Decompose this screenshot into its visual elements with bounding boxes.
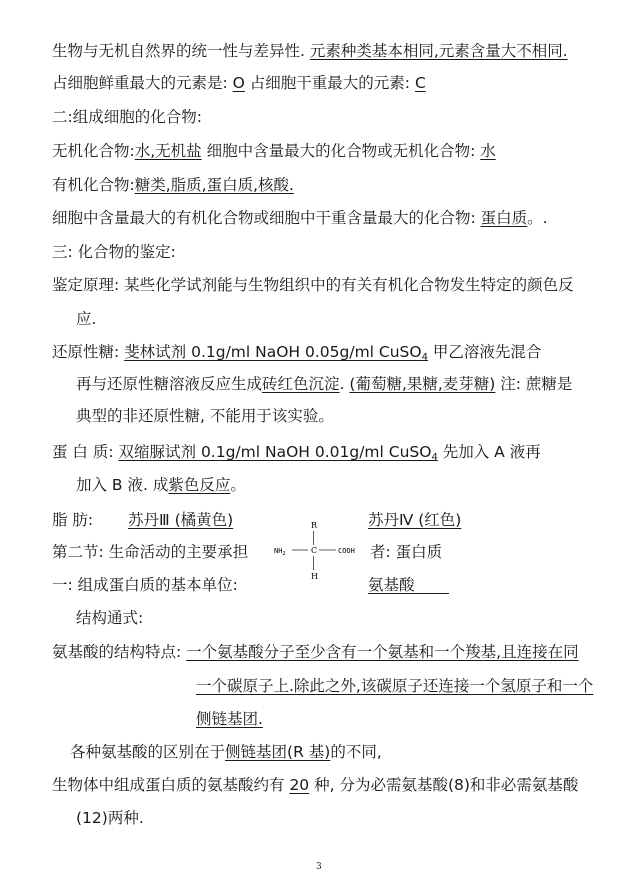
line-11: 再与还原性糖溶液反应生成砖红色沉淀. (葡萄糖,果糖,麦芽糖) 注: 蔗糖是 — [76, 375, 573, 393]
formula-nh2: $NH_2$ — [274, 547, 286, 557]
line-21: 侧链基团. — [196, 710, 263, 728]
line-8: 鉴定原理: 某些化学试剂能与生物组织中的有关有机化合物发生特定的颜色反 — [52, 276, 574, 294]
line-12: 典型的非还原性糖, 不能用于该实验。 — [76, 407, 334, 425]
line-5: 有机化合物:糖类,脂质,蛋白质,核酸. — [52, 176, 294, 194]
line-6: 细胞中含量最大的有机化合物或细胞中干重含量最大的化合物: 蛋白质。. — [52, 209, 548, 227]
formula-c: C — [311, 546, 318, 555]
line-10: 还原性糖: 斐林试剂 0.1g/ml NaOH 0.05g/ml CuSO$_4$ 甲乙溶液先混合 — [52, 343, 542, 363]
line-17-left: 一: 组成蛋白质的基本单位: — [52, 576, 238, 594]
formula-r: R — [311, 521, 318, 530]
line-4: 无机化合物:水,无机盐 细胞中含量最大的化合物或无机化合物: 水 — [52, 142, 496, 160]
section-heading-3: 三: 化合物的鉴定: — [52, 243, 176, 261]
amino-acid-formula — [266, 520, 366, 582]
line-23: 生物体中组成蛋白质的氨基酸约有 20 种, 分为必需氨基酸(8)和非必需氨基酸 — [52, 776, 579, 794]
sudan-iii: 苏丹Ⅲ (橘黄色) — [128, 511, 234, 529]
line-16-right: 者: 蛋白质 — [370, 543, 443, 561]
line-17-right: 氨基酸 — [368, 576, 415, 594]
formula-cooh: COOH — [338, 547, 355, 555]
sudan-iv: 苏丹Ⅳ (红色) — [368, 511, 462, 529]
line-13: 蛋 白 质: 双缩脲试剂 0.1g/ml NaOH 0.01g/ml CuSO$_4$ 先加入 A 液再 — [52, 443, 541, 463]
formula-h: H — [311, 572, 318, 581]
line-15-label: 脂 肪: — [52, 511, 94, 529]
section-heading-2: 二:组成细胞的化合物: — [52, 108, 202, 126]
line-18: 结构通式: — [76, 609, 144, 627]
line-14: 加入 B 液. 成紫色反应。 — [76, 476, 246, 494]
line-9: 应. — [76, 310, 97, 328]
line-16-left: 第二节: 生命活动的主要承担 — [52, 543, 249, 561]
line-24: (12)两种. — [76, 809, 144, 827]
line-2: 占细胞鲜重最大的元素是: O 占细胞干重最大的元素: C — [52, 74, 426, 92]
page-number: 3 — [316, 862, 322, 872]
line-22: 各种氨基酸的区别在于侧链基团(R 基)的不同, — [70, 743, 382, 761]
line-1: 生物与无机自然界的统一性与差异性. 元素种类基本相同,元素含量大不相同. — [52, 42, 568, 60]
line-19: 氨基酸的结构特点: 一个氨基酸分子至少含有一个氨基和一个羧基,且连接在同 — [52, 643, 579, 661]
line-20: 一个碳原子上.除此之外,该碳原子还连接一个氢原子和一个 — [196, 677, 594, 695]
